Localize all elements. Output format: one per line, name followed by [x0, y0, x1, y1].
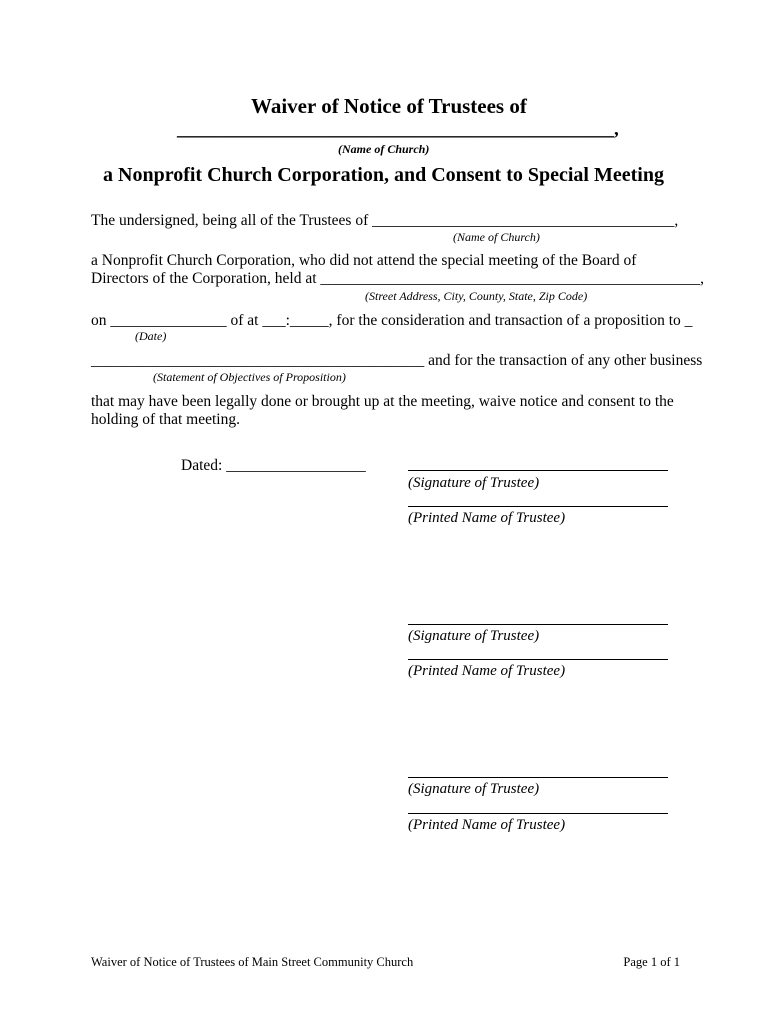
document-subtitle: a Nonprofit Church Corporation, and Consent to Special Meeting: [103, 164, 664, 186]
printed-name-line: [408, 813, 668, 814]
paragraph-waiver-line2: holding of that meeting.: [91, 411, 240, 428]
signature-caption: (Signature of Trustee): [408, 475, 540, 491]
printed-name-line: [408, 506, 668, 507]
signature-line: [408, 470, 668, 471]
dated-field: Dated: __________________: [181, 457, 366, 474]
date-caption: (Date): [135, 329, 167, 343]
paragraph-date-time: on _______________ of at ___:_____, for the consideration and transaction of a proposition to _: [91, 312, 693, 329]
signature-line: [408, 624, 668, 625]
printed-name-caption: (Printed Name of Trustee): [408, 817, 566, 833]
document-title: Waiver of Notice of Trustees of: [251, 94, 527, 118]
paragraph-trustees: The undersigned, being all of the Trustees of _______________________________________,: [91, 212, 679, 229]
church-name-line: ______________________________________________,: [177, 119, 619, 140]
signature-line: [408, 777, 668, 778]
address-caption: (Street Address, City, County, State, Zip Code): [365, 289, 588, 303]
footer-document-name: Waiver of Notice of Trustees of Main Street Community Church: [91, 955, 414, 969]
printed-name-caption: (Printed Name of Trustee): [408, 663, 566, 679]
printed-name-caption: (Printed Name of Trustee): [408, 510, 566, 526]
footer-page-number: Page 1 of 1: [623, 955, 680, 969]
paragraph-proposition: ___________________________________________ and for the transaction of any other business: [91, 352, 703, 369]
paragraph-corporation-line2: Directors of the Corporation, held at _________________________________________________,: [91, 270, 705, 287]
church-name-caption: (Name of Church): [453, 230, 540, 244]
signature-caption: (Signature of Trustee): [408, 628, 540, 644]
paragraph-corporation-line1: a Nonprofit Church Corporation, who did not attend the special meeting of the Board of: [91, 252, 637, 269]
paragraph-waiver-line1: that may have been legally done or brought up at the meeting, waive notice and consent to the: [91, 393, 674, 410]
signature-caption: (Signature of Trustee): [408, 781, 540, 797]
proposition-caption: (Statement of Objectives of Proposition): [153, 370, 346, 384]
title-caption: (Name of Church): [338, 142, 430, 156]
printed-name-line: [408, 659, 668, 660]
